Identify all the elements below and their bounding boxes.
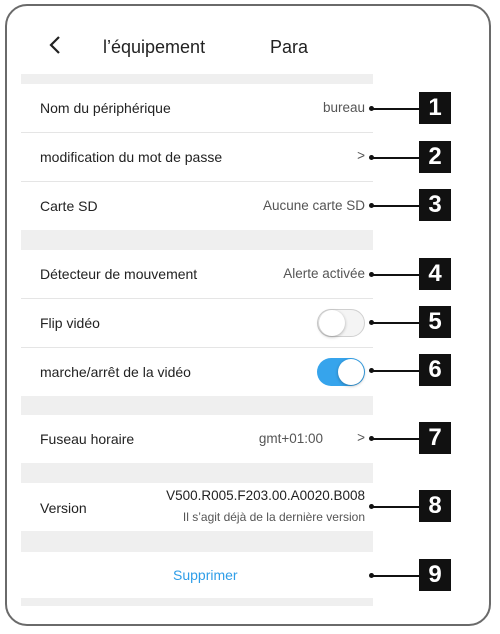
callout-line [372,322,419,324]
password-label: modification du mot de passe [40,149,223,165]
callout-line [372,506,419,508]
callout-badge-3: 3 [419,189,451,221]
callout-line [372,157,419,159]
callout-badge-4: 4 [419,258,451,290]
sd-card-value: Aucune carte SD [262,198,365,213]
chevron-right-icon: > [357,430,365,445]
callout-badge-9: 9 [419,559,451,591]
back-button[interactable] [48,34,62,56]
row-flip-video [21,299,373,347]
callout-badge-1: 1 [419,92,451,124]
toggle-knob [319,310,345,336]
callout-line [372,370,419,372]
device-name-label: Nom du périphérique [40,100,171,116]
row-motion-detector[interactable] [21,250,373,298]
callout-badge-6: 6 [419,354,451,386]
device-name-value: bureau [322,100,365,115]
chevron-right-icon: > [357,148,365,163]
row-timezone[interactable] [21,415,373,463]
toggle-knob [338,359,364,385]
callout-badge-5: 5 [419,306,451,338]
version-value: V500.R005.F203.00.A0020.B008 [166,488,365,503]
flip-video-toggle[interactable] [317,309,365,337]
row-password[interactable] [21,133,373,181]
callout-badge-8: 8 [419,490,451,522]
page-title-right: Para [270,37,309,57]
callout-line [372,274,419,276]
motion-label: Détecteur de mouvement [40,266,198,282]
row-version [21,483,373,531]
sd-card-label: Carte SD [40,198,98,214]
delete-button[interactable]: Supprimer [173,567,238,583]
video-onoff-label: marche/arrêt de la vidéo [40,364,191,380]
version-note: Il s’agit déjà de la dernière version [182,510,365,524]
row-delete[interactable] [21,552,373,598]
chevron-left-icon [48,34,62,56]
callout-line [372,438,419,440]
video-onoff-toggle[interactable] [317,358,365,386]
callout-line [372,205,419,207]
timezone-label: Fuseau horaire [40,431,135,447]
callout-line [372,575,419,577]
callout-badge-2: 2 [419,141,451,173]
callout-badge-7: 7 [419,422,451,454]
version-label: Version [40,500,87,516]
row-video-onoff [21,348,373,396]
motion-value: Alerte activée [283,266,365,281]
row-sd-card[interactable] [21,182,373,230]
flip-label: Flip vidéo [40,315,100,331]
callout-line [372,108,419,110]
timezone-value: gmt+01:00 [258,431,323,446]
row-device-name[interactable] [21,84,373,132]
page-title-left: l’équipement [103,37,206,57]
